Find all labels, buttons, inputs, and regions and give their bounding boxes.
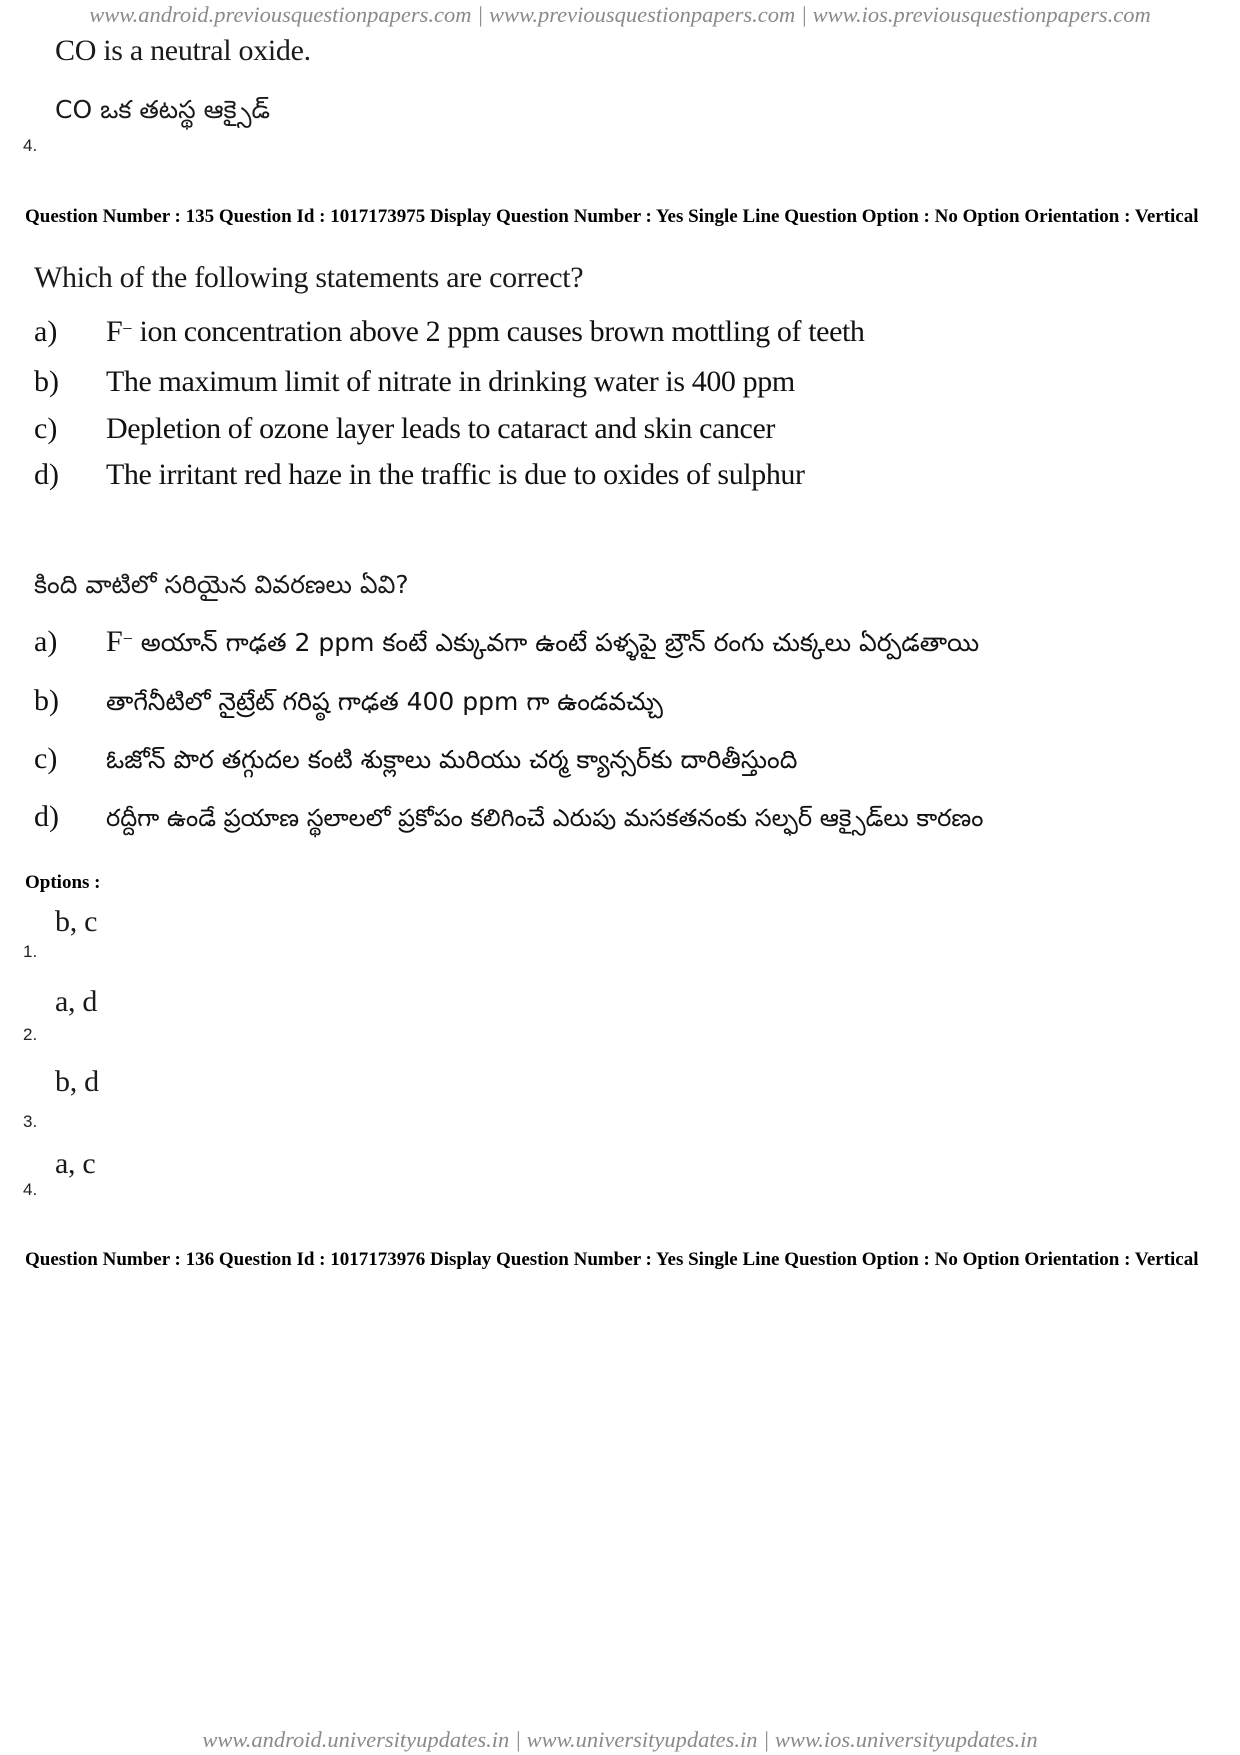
options-label: Options : (25, 872, 101, 893)
statement-text: అయాన్ గాఢత 2 ppm కంటే ఎక్కువగా ఉంటే పళ్ళపై బ్రౌన్ రంగు చుక్కలు ఏర్పడతాయి (132, 628, 980, 657)
statement-text: Depletion of ozone layer leads to cataract and skin cancer (106, 412, 775, 445)
statement-letter: c) (34, 412, 58, 445)
statement-letter: a) (34, 625, 58, 658)
statement-superscript: − (122, 628, 133, 649)
statement-prefix: F (106, 315, 123, 348)
statement-letter: a) (34, 315, 58, 348)
statement-superscript: − (122, 318, 133, 339)
statement-text: ion concentration above 2 ppm causes brown mottling of teeth (132, 315, 865, 348)
header-watermark: www.android.previousquestionpapers.com | www.previousquestionpapers.com | www.ios.previousquestionpapers.com (89, 2, 1151, 27)
statement-text: తాగేనీటిలో నైట్రేట్ గరిష్ఠ గాఢత 400 ppm గా ఉండవచ్చు (106, 687, 663, 716)
statement-text: The maximum limit of nitrate in drinking water is 400 ppm (106, 365, 795, 398)
statement-te-d (34, 800, 983, 838)
option-3-text[interactable]: b, d (55, 1065, 99, 1098)
statement-text: రద్దీగా ఉండే ప్రయాణ స్థలాలలో ప్రకోపం కలిగించే ఎరుపు మసకతనంకు సల్ఫర్ ఆక్సైడ్‌లు కారణం (106, 804, 984, 832)
question-stem-en: Which of the following statements are correct? (34, 261, 584, 294)
option-3-number: 3. (23, 1112, 38, 1131)
statement-te-c (34, 742, 797, 781)
option-4-text[interactable]: a, c (55, 1147, 96, 1180)
statement-text: The irritant red haze in the traffic is due to oxides of sulphur (106, 458, 805, 491)
option-1-text[interactable]: b, c (55, 905, 98, 938)
statement-text: ఓజోన్ పొర తగ్గుదల కంటి శుక్లాలు మరియు చర్మ క్యాన్సర్‌కు దారితీస్తుంది (106, 745, 798, 774)
statement-en-b (34, 365, 795, 399)
statement-te-a (34, 625, 979, 664)
statement-letter: b) (34, 684, 59, 717)
statement-prefix: F (106, 625, 123, 658)
statement-letter: d) (34, 800, 59, 833)
statement-en-d (34, 458, 805, 492)
prev-option-text-en: CO is a neutral oxide. (55, 34, 311, 67)
prev-option-number: 4. (23, 136, 38, 155)
statement-letter: b) (34, 365, 59, 398)
prev-option-text-te: CO ఒక తటస్థ ఆక్సైడ్ (55, 95, 270, 124)
statement-en-a (34, 315, 865, 349)
statement-te-b (34, 684, 663, 723)
footer-watermark: www.android.universityupdates.in | www.universityupdates.in | www.ios.universityupdates.in (202, 1727, 1038, 1752)
option-1-number: 1. (23, 942, 38, 961)
option-4-number: 4. (23, 1180, 38, 1199)
option-2-text[interactable]: a, d (55, 985, 98, 1018)
statement-letter: c) (34, 742, 58, 775)
statement-letter: d) (34, 458, 59, 491)
question-135-meta: Question Number : 135 Question Id : 1017173975 Display Question Number : Yes Single Line Question Option : No Option Orientation : Vertical (25, 206, 1199, 227)
option-2-number: 2. (23, 1025, 38, 1044)
question-136-meta: Question Number : 136 Question Id : 1017173976 Display Question Number : Yes Single Line Question Option : No Option Orientation : Vertical (25, 1249, 1199, 1270)
question-stem-te: కింది వాటిలో సరియైన వివరణలు ఏవి? (34, 570, 409, 599)
statement-en-c (34, 412, 775, 446)
